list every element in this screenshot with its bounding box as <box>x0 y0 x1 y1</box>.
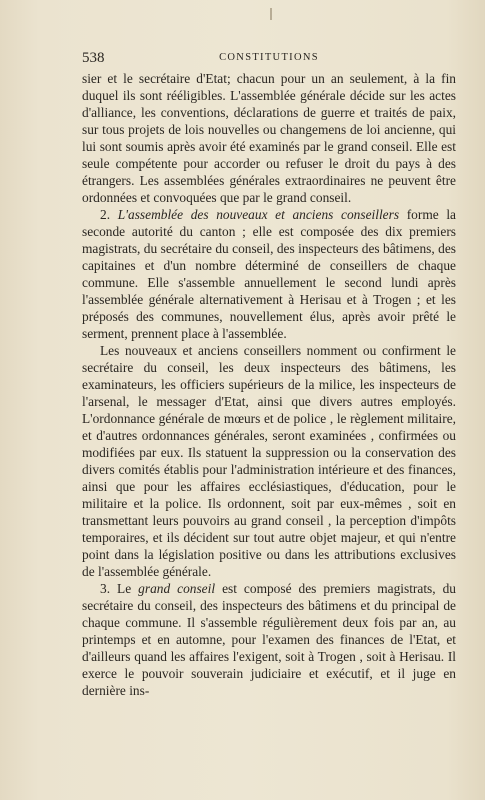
paragraph-4-text: est composé des premiers magistrats, du secrétaire du conseil, des inspecteurs des bâtimens et du principal de chaque commune. Il s'assemble régulièrement deux fois par an, au printemps et en automne, pour l'examen des finances de l'Etat, et d'ailleurs quand les affaires l'exigent, soit à Trogen , soit à Herisau. Il exerce le pouvoir souverain judiciaire et exécutif, et il juge en dernière ins- <box>82 581 456 698</box>
page-header <box>82 50 456 66</box>
paragraph-3 <box>82 342 456 580</box>
paragraph-4-italic-term: grand conseil <box>138 581 216 596</box>
running-title: CONSTITUTIONS <box>219 52 319 63</box>
paper-mark <box>270 8 272 20</box>
paragraph-2-text: forme la seconde autorité du canton ; elle est composée des dix premiers magistrats, du secrétaire du conseil, des inspecteurs des bâtimens, des capitaines et d'un nombre déterminé de conseillers de chaque commune. Elle s'assemble annuellement le second lundi après l'assemblée générale alternativement à Herisau et à Trogen ; et les préposés des communes, nouvellement élus, après avoir prêté le serment, prennent place à l'assemblée. <box>82 207 457 341</box>
body-text <box>82 70 456 699</box>
paragraph-1-text: sier et le secrétaire d'Etat; chacun pour un an seulement, à la fin duquel ils sont rééligibles. L'assemblée générale décide sur les actes d'alliance, les conventions, déclarations de guerre et traités de paix, sur tous projets de lois nouvelles ou changemens de loi ancienne, qui lui sont soumis après avoir été examinés par le grand conseil. Elle est seule compétente pour accorder ou refuser le droit du pays à des étrangers. Les assemblées générales extraordinaires ne peuvent être ordonnées et convoquées que par le grand conseil. <box>82 71 456 205</box>
paragraph-1 <box>82 70 456 206</box>
page-number: 538 <box>82 50 105 66</box>
paragraph-4 <box>82 580 456 699</box>
paragraph-3-text: Les nouveaux et anciens conseillers nomment ou confirment le secrétaire du conseil, les deux inspecteurs des bâtimens, les examinateurs, les officiers supérieurs de la milice, les inspecteurs de l'arsenal, le messager d'Etat, ainsi que divers autres employés. L'ordonnance générale de mœurs et de police , le règlement militaire, et d'autres ordonnances générales, seront examinées , confirmées ou modifiées par eux. Ils statuent la suppression ou la conservation des divers comités établis pour l'administration intérieure et des finances, ainsi que pour les affaires ecclésiastiques, d'éducation, pour le militaire et la police. Ils ordonnent, soit par eux-mêmes , soit en transmettant leurs pouvoirs au grand conseil , la perception d'impôts temporaires, et ils décident sur tout autre objet majeur, et qui n'entre point dans la législation positive ou dans les attributions exclusives de l'assemblée générale. <box>82 343 456 579</box>
paragraph-2-italic-term: L'assemblée des nouveaux et anciens conseillers <box>117 207 400 222</box>
paragraph-4-number: 3. Le <box>100 581 139 596</box>
paragraph-2-number: 2. <box>100 207 118 222</box>
paragraph-2 <box>82 206 456 342</box>
